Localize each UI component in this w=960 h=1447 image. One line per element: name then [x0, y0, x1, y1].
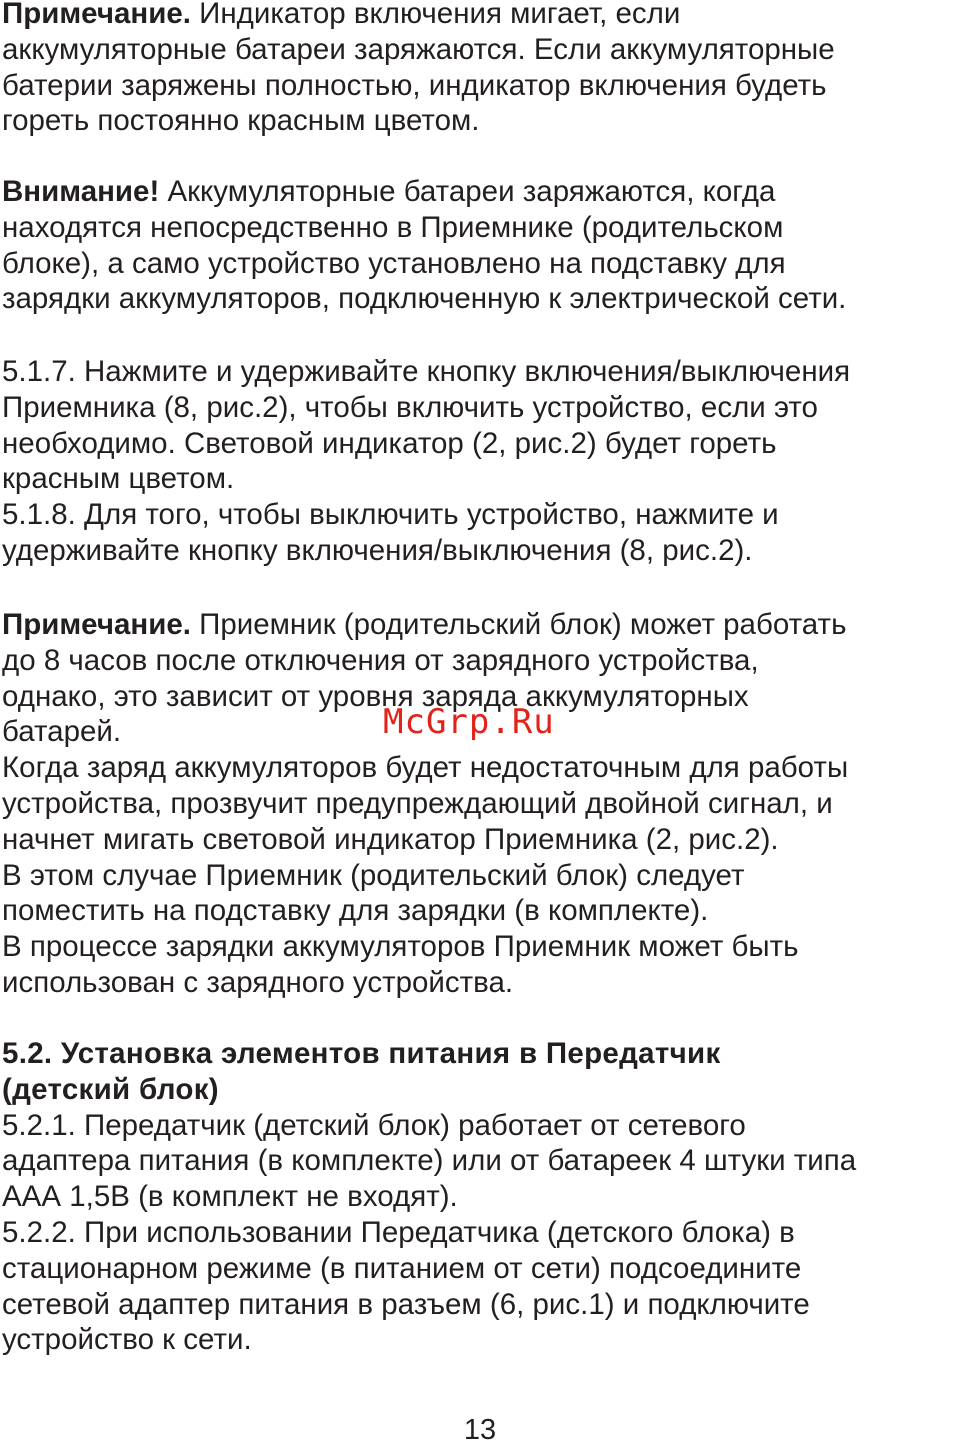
text-line: 5.2.2. При использовании Передатчика (детского блока) в [2, 1215, 795, 1249]
text-line: удерживайте кнопку включения/выключения (8, рис.2). [2, 533, 753, 567]
text-line: начнет мигать световой индикатор Приемника (2, рис.2). [2, 822, 779, 856]
steps-517-518 [2, 354, 958, 569]
text-line: однако, это зависит от уровня заряда аккумуляторных [2, 679, 749, 713]
text-line: необходимо. Световой индикатор (2, рис.2) будет гореть [2, 426, 777, 460]
text-line: В процессе зарядки аккумуляторов Приемник может быть [2, 930, 799, 964]
section-5-2 [2, 1036, 958, 1358]
text-line: батерии заряжены полностью, индикатор включения будеть [2, 68, 827, 102]
section-heading: (детский блок) [2, 1072, 219, 1106]
text-line: аккумуляторные батареи заряжаются. Если аккумуляторные [2, 32, 835, 66]
text-line: зарядки аккумуляторов, подключенную к электрической сети. [2, 282, 847, 316]
text-line: 5.1.7. Нажмите и удерживайте кнопку включения/выключения [2, 355, 851, 388]
text-line: гореть постоянно красным цветом. [2, 104, 480, 138]
warning-paragraph [2, 174, 958, 317]
text-line: Когда заряд аккумуляторов будет недостаточным для работы [2, 751, 849, 785]
text-line: Внимание! Аккумуляторные батареи заряжаются, когда [2, 175, 776, 208]
text-line: блоке), а само устройство установлено на подставку для [2, 246, 786, 280]
text-line: 5.2.1. Передатчик (детский блок) работает от сетевого [2, 1108, 746, 1142]
text-line: устройство к сети. [2, 1323, 252, 1357]
watermark: McGrp.Ru [383, 702, 555, 742]
text-line: Примечание. Индикатор включения мигает, если [2, 0, 958, 32]
text-line: красным цветом. [2, 462, 235, 496]
text-line: сетевой адаптер питания в разъем (6, рис.1) и подключите [2, 1287, 810, 1321]
text-line: находятся непосредственно в Приемнике (родительском [2, 210, 784, 244]
text-line: Приемника (8, рис.2), чтобы включить устройство, если это [2, 390, 818, 424]
text-line: Примечание. Приемник (родительский блок) может работать [2, 608, 847, 641]
page-number: 13 [463, 1414, 497, 1446]
note-paragraph-1 [2, 0, 958, 139]
note-label: Примечание. [2, 0, 191, 30]
text-line: устройства, прозвучит предупреждающий двойной сигнал, и [2, 786, 833, 820]
warning-label: Внимание! [2, 175, 160, 208]
text-line: до 8 часов после отключения от зарядного устройства, [2, 643, 759, 677]
text-line: 5.1.8. Для того, чтобы выключить устройство, нажмите и [2, 498, 779, 532]
section-heading: 5.2. Установка элементов питания в Передатчик [2, 1037, 721, 1070]
text-line: ААА 1,5В (в комплект не входят). [2, 1180, 458, 1214]
text-line: В этом случае Приемник (родительский блок) следует [2, 858, 745, 892]
note-paragraph-2 [2, 607, 958, 1001]
text-line: поместить на подставку для зарядки (в комплекте). [2, 894, 709, 928]
text-line: батарей. [2, 715, 122, 749]
text-line: стационарном режиме (в питанием от сети) подсоедините [2, 1251, 802, 1285]
text-line: адаптера питания (в комплекте) или от батареек 4 штуки типа [2, 1144, 857, 1178]
text-line: использован с зарядного устройства. [2, 965, 514, 999]
note-label: Примечание. [2, 608, 191, 641]
